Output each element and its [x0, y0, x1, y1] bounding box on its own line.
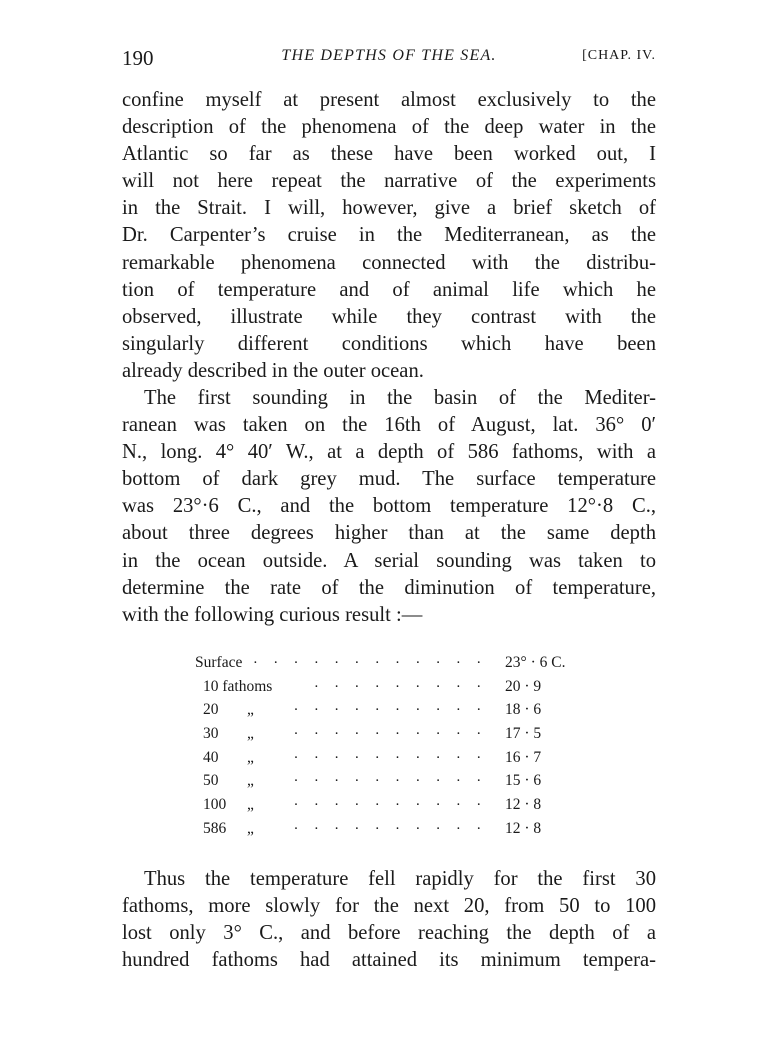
- text-line: ranean was taken on the 16th of August, lat. 36° 0′: [122, 414, 656, 437]
- text-line: confine myself at present almost exclusively to the: [122, 89, 656, 111]
- text-line: singularly different conditions which have been: [122, 332, 656, 355]
- text-line: Dr. Carpenter’s cruise in the Mediterranean, as the: [122, 224, 656, 247]
- leader-dots: . . . . . . . . . .: [294, 745, 487, 762]
- temperature-value: 12 · 8: [505, 796, 542, 814]
- text-line: in the Strait. I will, however, give a brief sketch of: [122, 197, 656, 220]
- text-line: with the following curious result :—: [122, 603, 423, 626]
- text-line: about three degrees higher than at the same depth: [122, 522, 656, 545]
- chapter-label: [CHAP. IV.: [582, 48, 656, 63]
- depth-label: 20: [203, 701, 219, 719]
- temperature-value: 12 · 8: [505, 819, 542, 837]
- ditto-mark: „: [247, 796, 254, 814]
- text-line: N., long. 4° 40′ W., at a depth of 586 fathoms, with a: [122, 441, 656, 464]
- text-line: hundred fathoms had attained its minimum tempera-: [122, 949, 656, 972]
- text-line: Thus the temperature fell rapidly for the first 30: [144, 868, 656, 890]
- temperature-value: 18 · 6: [505, 701, 542, 719]
- temperature-table: [195, 651, 595, 841]
- text-line: was 23°·6 C., and the bottom temperature 12°·8 C.,: [122, 495, 656, 518]
- paragraph-3: [122, 866, 656, 974]
- ditto-mark: „: [247, 819, 254, 837]
- leader-dots: . . . . . . . . . .: [294, 769, 487, 786]
- ditto-mark: „: [247, 772, 254, 790]
- text-line: Atlantic so far as these have been worked out, I: [122, 143, 656, 166]
- text-line: determine the rate of the diminution of temperature,: [122, 576, 656, 599]
- paragraph-2: [122, 385, 656, 629]
- leader-dots: . . . . . . . . . . . .: [253, 651, 487, 667]
- ditto-mark: „: [247, 701, 254, 719]
- text-line: remarkable phenomena connected with the distribu-: [122, 251, 656, 274]
- temperature-value: 15 · 6: [505, 772, 542, 790]
- text-line: already described in the outer ocean.: [122, 359, 424, 382]
- text-line: lost only 3° C., and before reaching the depth of a: [122, 922, 656, 945]
- leader-dots: . . . . . . . . . .: [294, 793, 487, 810]
- text-line: observed, illustrate while they contrast with the: [122, 305, 656, 328]
- page-number: 190: [122, 46, 154, 70]
- depth-label: 10 fathoms: [203, 677, 273, 695]
- running-head: [122, 46, 656, 74]
- text-line: The first sounding in the basin of the Mediter-: [144, 387, 656, 409]
- depth-label: 586: [203, 819, 227, 837]
- running-title: THE DEPTHS OF THE SEA.: [281, 47, 497, 64]
- ditto-mark: „: [247, 725, 254, 743]
- text-line: tion of temperature and of animal life which he: [122, 278, 656, 301]
- depth-label: 30: [203, 725, 219, 743]
- text-line: in the ocean outside. A serial sounding was taken to: [122, 549, 656, 572]
- depth-label: 40: [203, 748, 219, 766]
- depth-label: 100: [203, 796, 227, 814]
- leader-dots: . . . . . . . . . .: [294, 722, 487, 739]
- temperature-value: 23° · 6 C.: [505, 654, 566, 671]
- leader-dots: . . . . . . . . .: [314, 674, 487, 691]
- text-line: bottom of dark grey mud. The surface temperature: [122, 468, 656, 491]
- leader-dots: . . . . . . . . . .: [294, 816, 487, 833]
- depth-label: Surface: [195, 654, 243, 671]
- table-row: [195, 817, 595, 841]
- ditto-mark: „: [247, 748, 254, 766]
- text-line: description of the phenomena of the deep water in the: [122, 116, 656, 139]
- text-line: will not here repeat the narrative of the experiments: [122, 170, 656, 193]
- paragraph-1: [122, 87, 656, 385]
- temperature-value: 17 · 5: [505, 725, 542, 743]
- depth-label: 50: [203, 772, 219, 790]
- leader-dots: . . . . . . . . . .: [294, 698, 487, 715]
- temperature-value: 16 · 7: [505, 748, 542, 766]
- text-line: fathoms, more slowly for the next 20, from 50 to 100: [122, 895, 656, 918]
- temperature-value: 20 · 9: [505, 677, 542, 695]
